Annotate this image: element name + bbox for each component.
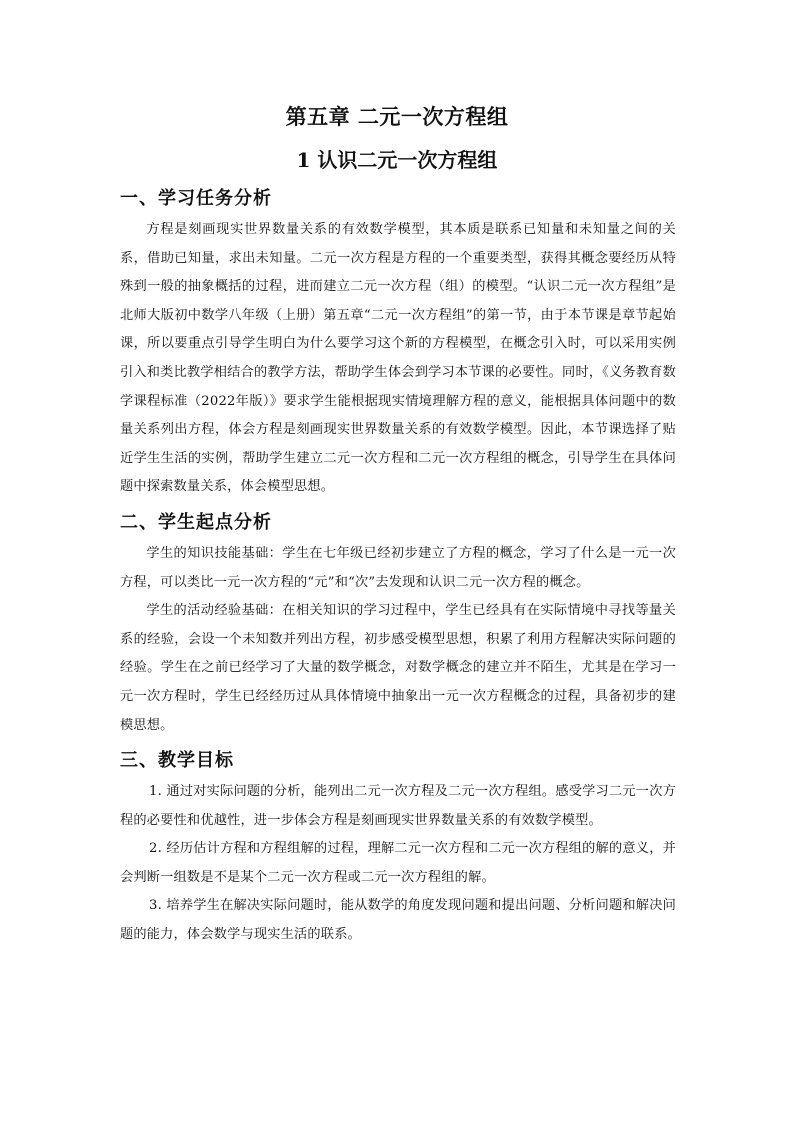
section-heading: 三、教学目标 — [120, 750, 234, 772]
section-heading: 二、学生起点分析 — [120, 511, 272, 533]
section-learning-task-analysis — [120, 182, 676, 502]
section-student-starting-point — [120, 506, 676, 740]
paragraph: 学生的知识技能基础：学生在七年级已经初步建立了方程的概念，学习了什么是一元一次方程，可以类比一元一次方程的“元”和“次”去发现和认识二元一次方程的概念。 — [120, 545, 676, 590]
chapter-title: 第五章 二元一次方程组 — [285, 104, 509, 129]
section-title: 1 认识二元一次方程组 — [296, 148, 498, 172]
document-body — [120, 182, 676, 954]
paragraph: 方程是刻画现实世界数量关系的有效数学模型，其本质是联系已知量和未知量之间的关系，借助已知量，求出未知量。二元一次方程是方程的一个重要类型，获得其概念要经历从特殊到一般的抽象概括的过程，进而建立二元一次方程（组）的模型。“认识二元一次方程组”是北师大版初中数学八年级（上册）第五章“二元一次方程组”的第一节，由于本节课是章节起始课，所以要重点引导学生明白为什么要学习这个新的方程模型，在概念引入时，可以采用实例引入和类比教学相结合的教学方法，帮助学生体会到学习本节课的必要性。同时，《义务教育数学课程标准（2022年版）》要求学生能根据现实情境理解方程的意义，能根据具体问题中的数量关系列出方程，体会方程是刻画现实世界数量关系的有效数学模型。因此，本节课选择了贴近学生生活的实例，帮助学生建立二元一次方程和二元一次方程组的概念，引导学生在具体问题中探索数量关系，体会模型思想。 — [120, 222, 676, 495]
objective-item: 2. 经历估计方程和方程组解的过程，理解二元一次方程和二元一次方程组的解的意义，并会判断一组数是不是某个二元一次方程或二元一次方程组的解。 — [120, 841, 676, 885]
objective-item: 1. 通过对实际问题的分析，能列出二元一次方程及二元一次方程组。感受学习二元一次方程的必要性和优越性，进一步体会方程是刻画现实世界数量关系的有效数学模型。 — [120, 784, 676, 828]
section-teaching-objectives — [120, 744, 676, 950]
section-heading: 一、学习任务分析 — [120, 188, 272, 209]
objective-item: 3. 培养学生在解决实际问题时，能从数学的角度发现问题和提出问题、分析问题和解决问题的能力，体会数学与现实生活的联系。 — [120, 898, 676, 943]
paragraph: 学生的活动经验基础：在相关知识的学习过程中，学生已经具有在实际情境中寻找等量关系的经验，会设一个未知数并列出方程，初步感受模型思想，积累了利用方程解决实际问题的经验。学生在之前已经学习了大量的数学概念，对数学概念的建立并不陌生，尤其是在学习一元一次方程时，学生已经经历过从具体情境中抽象出一元一次方程概念的过程，具备初步的建模思想。 — [120, 603, 676, 733]
